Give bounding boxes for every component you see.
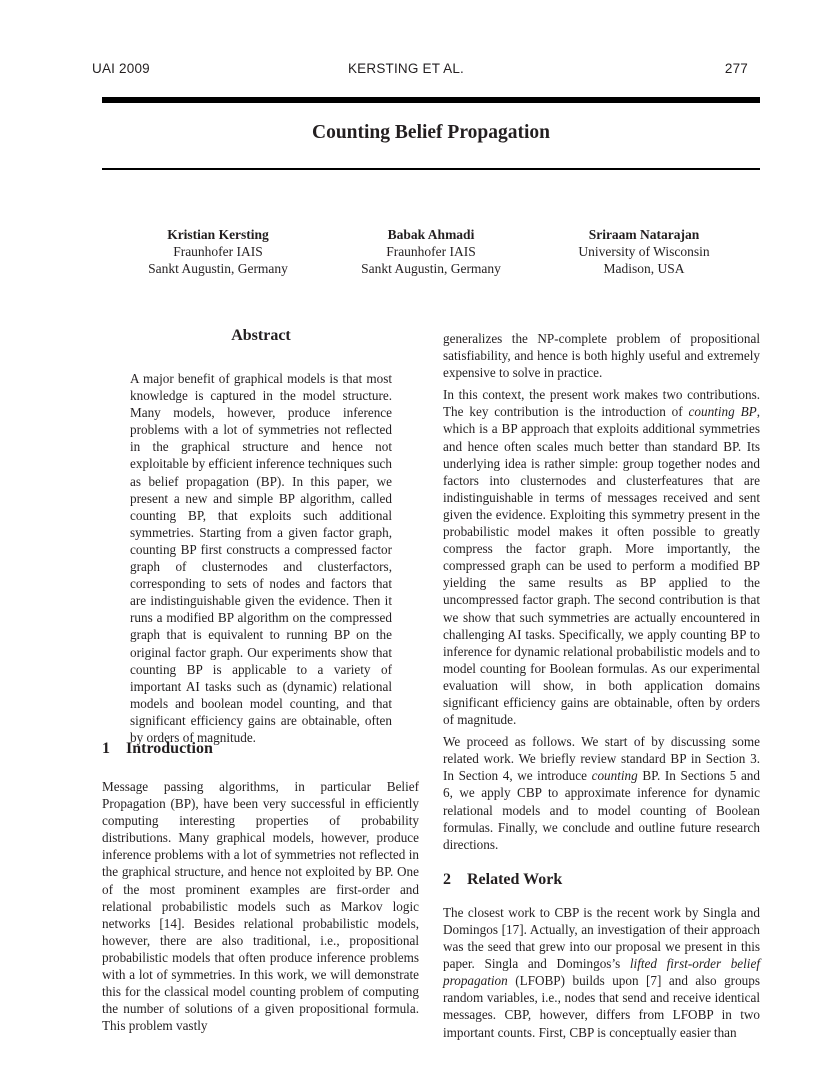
paragraph-satisfiability: generalizes the NP-complete problem of propositional satisfiability, and hence is both highly useful and extremely expensive to solve in practice. [443,331,760,381]
section-1-heading [102,740,213,758]
author-block-3 [534,226,754,277]
introduction-body: Message passing algorithms, in particular Belief Propagation (BP), have been very successful in efficiently computing interesting properties of probability distributions. Many graphical models, however, produce inference problems with a lot of symmetries not reflected in the graphical structure, and hence not exploited by BP. One of the most prominent examples are first-order and relational probabilistic models such as Markov logic networks [14]. Besides relational probabilistic models, however, there are also traditional, i.e., propositional probabilistic models that often produce inference problems with a lot of symmetries. In this work, we will demonstrate this for the classical model counting problem of computing the number of solutions of a given propositional formula. This problem vastly [102,779,419,1034]
page-number: 277 [724,61,748,76]
abstract-heading: Abstract [231,327,291,344]
emphasis: lifted first-order belief propagation [443,956,760,989]
author-affiliation: Fraunhofer IAIS [386,244,476,259]
section-title: Introduction [126,740,213,757]
section-number: 2 [443,870,451,888]
right-column [443,330,760,1041]
text-run: The closest work to CBP is the recent work by Singla and Domingos [17]. Actually, an investigation of their approach was the seed that grew into our proposal we present in this paper. Singla and Domingos’s [443,904,760,972]
title-bottom-rule [102,168,760,170]
section-2-heading [443,871,760,888]
paper-title: Counting Belief Propagation [312,122,550,143]
text-run: , which is a BP approach that exploits additional symmetries and hence often scales much better than standard BP. Its underlying idea is rather simple: group together nodes and factors into clusternodes and clusterfeatures that are indistinguishable in terms of messages received and sent given the evidence. Exploiting this symmetry present in the probabilistic model makes it often possible to greatly compress the factor graph. More importantly, the compressed graph can be used to perform a modified BP yielding the same results as BP applied to the uncompressed factor graph. The second contribution is that we show that such symmetries are actually encountered in challenging AI tasks. Specifically, we apply counting BP to inference for dynamic relational probabilistic models and to model counting for Boolean formulas. As our experimental evaluation will show, in both application domains significant efficiency gains are obtainable, often by orders of magnitude. [443,404,760,728]
author-affiliation: University of Wisconsin [578,244,710,259]
text-run: (LFOBP) builds upon [7] and also groups random variables, i.e., nodes that send and receive identical messages. CBP, however, differs from LFOBP in two important counts. First, CBP is conceptually easier than [443,973,760,1040]
author-location: Sankt Augustin, Germany [361,261,501,276]
author-location: Sankt Augustin, Germany [148,261,288,276]
emphasis: counting BP [688,404,757,420]
paragraph-contributions [443,386,760,728]
section-title: Related Work [467,870,563,888]
section-number: 1 [102,740,110,757]
running-header-authors: KERSTING ET AL. [347,61,465,76]
text-run: We proceed as follows. We start of by discussing some related work. We briefly review standard BP in Section 3. In Section 4, we introduce [443,734,760,784]
paragraph-outline [443,733,760,853]
author-block-1 [108,226,328,277]
author-affiliation: Fraunhofer IAIS [173,244,263,259]
author-name: Babak Ahmadi [387,227,475,242]
title-top-rule [102,97,760,103]
abstract-body: A major benefit of graphical models is that most knowledge is captured in the model structure. Many models, however, produce inference problems with a lot of symmetries not reflected in the graphical structure and hence not exploitable by efficient inference techniques such as belief propagation (BP). In this paper, we present a new and simple BP algorithm, called counting BP, that exploits such additional symmetries. Starting from a given factor graph, counting BP first constructs a compressed factor graph of clusternodes and clusterfactors, corresponding to sets of nodes and factors that are indistinguishable given the evidence. Then it runs a modified BP algorithm on the compressed graph that is equivalent to running BP on the original factor graph. Our experiments show that counting BP is applicable to a variety of important AI tasks such as (dynamic) relational models and boolean model counting, and that significant efficiency gains are obtainable, often by orders of magnitude. [130,371,392,745]
author-location: Madison, USA [603,261,685,276]
text-run: BP. In Sections 5 and 6, we apply CBP to approximate inference for dynamic relational models and to model counting of Boolean formulas. Finally, we conclude and outline future research directions. [443,768,760,852]
author-name: Sriraam Natarajan [588,227,700,242]
paragraph-related-work [443,904,760,1041]
running-header-venue: UAI 2009 [92,61,150,76]
text-run: In this context, the present work makes two contributions. The key contribution is the introduction of [443,387,760,420]
author-name: Kristian Kersting [167,227,269,242]
author-block-2 [321,226,541,277]
emphasis: counting [591,768,638,784]
